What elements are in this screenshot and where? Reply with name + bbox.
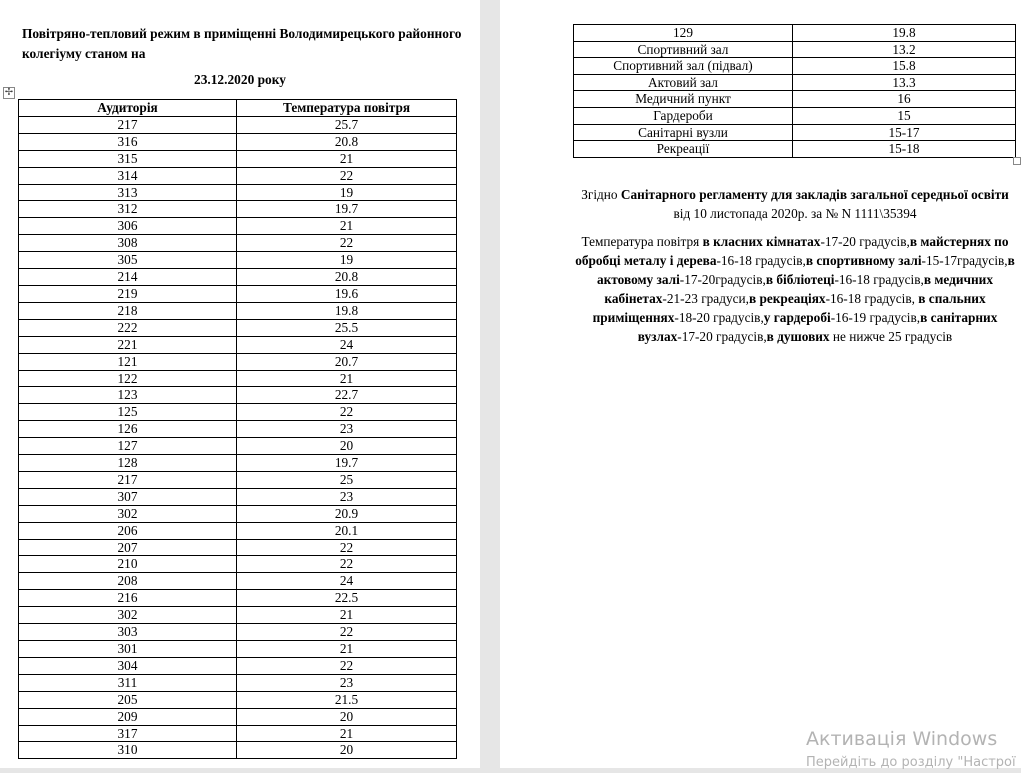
- table-row: [19, 505, 457, 522]
- table-row: [19, 471, 457, 488]
- document-title: Повітряно-тепловий режим в приміщенні Володимирецького районного колегіуму станом на: [22, 26, 462, 61]
- table-row: [574, 58, 1016, 75]
- room-cell[interactable]: 126: [19, 421, 237, 438]
- room-cell[interactable]: 315: [19, 150, 237, 167]
- room-cell[interactable]: 209: [19, 708, 237, 725]
- temperature-table: [18, 99, 457, 759]
- regulation-heading-prefix: Згідно: [581, 187, 621, 202]
- temperature-cell[interactable]: 22: [237, 624, 457, 641]
- document-page-left: [0, 0, 480, 768]
- room-cell[interactable]: 301: [19, 641, 237, 658]
- room-cell[interactable]: 302: [19, 505, 237, 522]
- temperature-cell[interactable]: 15.8: [793, 58, 1016, 75]
- regulation-location: в актовому залі: [597, 253, 1015, 287]
- table-row: [19, 319, 457, 336]
- room-cell[interactable]: 306: [19, 218, 237, 235]
- temperature-cell[interactable]: 23: [237, 421, 457, 438]
- table-row: [19, 269, 457, 286]
- temperature-cell[interactable]: 20.8: [237, 269, 457, 286]
- table-row: [19, 674, 457, 691]
- room-cell[interactable]: 219: [19, 285, 237, 302]
- room-cell[interactable]: Санітарні вузли: [574, 124, 793, 141]
- temperature-cell[interactable]: 21: [237, 725, 457, 742]
- temperature-cell[interactable]: 20.8: [237, 133, 457, 150]
- table-row: [19, 252, 457, 269]
- activation-subtitle: Перейдіть до розділу "Настрої: [806, 755, 1016, 770]
- table-row: [19, 404, 457, 421]
- room-cell[interactable]: 214: [19, 269, 237, 286]
- temperature-cell[interactable]: 21: [237, 150, 457, 167]
- room-cell[interactable]: 218: [19, 302, 237, 319]
- regulation-location: в майстернях по обробці металу і дерева: [575, 234, 1009, 268]
- regulation-heading-title: Санітарного регламенту для закладів загальної середньої освіти: [620, 187, 1009, 202]
- regulation-text: -17-20 градусів,: [677, 329, 767, 344]
- room-cell[interactable]: Медичний пункт: [574, 91, 793, 108]
- temperature-cell[interactable]: 22.7: [237, 387, 457, 404]
- temperature-cell[interactable]: 21: [237, 641, 457, 658]
- temperature-cell[interactable]: 22: [237, 556, 457, 573]
- room-cell[interactable]: 207: [19, 539, 237, 556]
- table-row: [19, 539, 457, 556]
- regulation-location: в рекреаціях: [748, 291, 826, 306]
- temperature-cell[interactable]: 15-17: [793, 124, 1016, 141]
- regulation-text: Температура повітря: [581, 234, 703, 249]
- room-cell[interactable]: 305: [19, 252, 237, 269]
- temperature-cell[interactable]: 20.7: [237, 353, 457, 370]
- table-row: [19, 607, 457, 624]
- table-resize-handle[interactable]: [1013, 157, 1021, 165]
- table-row: [19, 133, 457, 150]
- table-row: [19, 708, 457, 725]
- table-row: [19, 387, 457, 404]
- room-cell[interactable]: 216: [19, 590, 237, 607]
- room-cell[interactable]: 304: [19, 657, 237, 674]
- document-date: 23.12.2020 року: [194, 72, 286, 87]
- room-cell[interactable]: Рекреації: [574, 141, 793, 158]
- temperature-cell[interactable]: 19: [237, 252, 457, 269]
- regulation-heading: [575, 185, 1015, 223]
- temperature-cell[interactable]: 21: [237, 370, 457, 387]
- temperature-cell[interactable]: 22: [237, 404, 457, 421]
- table-row: [19, 370, 457, 387]
- room-cell[interactable]: 221: [19, 336, 237, 353]
- table-row: [574, 124, 1016, 141]
- room-cell[interactable]: 129: [574, 25, 793, 42]
- room-cell[interactable]: 122: [19, 370, 237, 387]
- table-row: [19, 438, 457, 455]
- room-cell[interactable]: Актовий зал: [574, 74, 793, 91]
- room-cell[interactable]: 123: [19, 387, 237, 404]
- room-cell[interactable]: 302: [19, 607, 237, 624]
- temperature-cell[interactable]: 19.6: [237, 285, 457, 302]
- room-cell[interactable]: 121: [19, 353, 237, 370]
- regulation-text: не нижче 25 градусів: [829, 329, 953, 344]
- temperature-cell[interactable]: 20: [237, 742, 457, 759]
- room-cell[interactable]: 210: [19, 556, 237, 573]
- table-move-handle-icon[interactable]: ✢: [4, 87, 14, 98]
- room-cell[interactable]: 303: [19, 624, 237, 641]
- temperature-cell[interactable]: 16: [793, 91, 1016, 108]
- regulation-body: [575, 232, 1015, 346]
- table-row: [19, 421, 457, 438]
- temperature-cell[interactable]: 13.2: [793, 41, 1016, 58]
- room-cell[interactable]: 311: [19, 674, 237, 691]
- table-row: [19, 353, 457, 370]
- temperature-cell[interactable]: 19.8: [793, 25, 1016, 42]
- table-row: [19, 285, 457, 302]
- table-row: [19, 201, 457, 218]
- regulation-location: в душових: [766, 329, 830, 344]
- temperature-cell[interactable]: 21: [237, 607, 457, 624]
- table-row: [19, 641, 457, 658]
- temperature-cell[interactable]: 22: [237, 235, 457, 252]
- room-cell[interactable]: 206: [19, 522, 237, 539]
- regulation-location: в спортивному залі: [805, 253, 922, 268]
- temperature-cell[interactable]: 19.7: [237, 455, 457, 472]
- temperature-cell[interactable]: 22: [237, 539, 457, 556]
- windows-activation-watermark: [806, 727, 1016, 773]
- regulation-text: -16-18 градусів,: [834, 272, 924, 287]
- temperature-cell[interactable]: 15-18: [793, 141, 1016, 158]
- table-row: [574, 107, 1016, 124]
- room-cell[interactable]: 314: [19, 167, 237, 184]
- temperature-cell[interactable]: 19: [237, 184, 457, 201]
- room-cell[interactable]: 217: [19, 116, 237, 133]
- table-row: [19, 455, 457, 472]
- room-cell[interactable]: 205: [19, 691, 237, 708]
- temperature-cell[interactable]: 20.9: [237, 505, 457, 522]
- temperature-cell[interactable]: 25.7: [237, 116, 457, 133]
- room-cell[interactable]: 307: [19, 488, 237, 505]
- temperature-cell[interactable]: 25: [237, 471, 457, 488]
- temperature-cell[interactable]: 21: [237, 218, 457, 235]
- regulation-text: -21-23 градуси,: [662, 291, 749, 306]
- regulation-location: в санітарних вузлах: [637, 310, 998, 344]
- regulation-heading-date: від 10 листопада 2020р. за № N 1111\35394: [673, 206, 917, 221]
- table-row: [19, 150, 457, 167]
- room-cell[interactable]: 316: [19, 133, 237, 150]
- room-cell[interactable]: Спортивний зал (підвал): [574, 58, 793, 75]
- room-cell[interactable]: Гардероби: [574, 107, 793, 124]
- table-row: [574, 91, 1016, 108]
- regulation-text: -16-18 градусів,: [825, 291, 919, 306]
- table-row: [19, 336, 457, 353]
- table-row: [19, 302, 457, 319]
- regulation-text: -15-17градусів,: [921, 253, 1008, 268]
- regulation-location: у гардеробі: [763, 310, 831, 325]
- table-row: [19, 235, 457, 252]
- room-cell[interactable]: 312: [19, 201, 237, 218]
- room-cell[interactable]: 308: [19, 235, 237, 252]
- table-row: [19, 522, 457, 539]
- temperature-cell[interactable]: 23: [237, 674, 457, 691]
- regulation-text: -17-20 градусів,: [820, 234, 910, 249]
- table-row: [574, 74, 1016, 91]
- temperature-cell[interactable]: 13.3: [793, 74, 1016, 91]
- temperature-cell[interactable]: 22: [237, 657, 457, 674]
- table-row: [19, 725, 457, 742]
- temperature-cell[interactable]: 22.5: [237, 590, 457, 607]
- activation-title: Активація Windows: [806, 728, 998, 750]
- regulation-location: в спальних приміщеннях: [592, 291, 986, 325]
- table-row: [19, 218, 457, 235]
- table-row: [574, 41, 1016, 58]
- table-row: [19, 691, 457, 708]
- temperature-cell[interactable]: 23: [237, 488, 457, 505]
- regulation-location: в класних кімнатах: [702, 234, 821, 249]
- column-header-temperature: Температура повітря: [237, 100, 457, 117]
- table-row: [19, 184, 457, 201]
- table-row: [574, 141, 1016, 158]
- temperature-cell[interactable]: 19.7: [237, 201, 457, 218]
- temperature-cell[interactable]: 20.1: [237, 522, 457, 539]
- room-cell[interactable]: 127: [19, 438, 237, 455]
- regulation-text: -17-20градусів,: [679, 272, 766, 287]
- room-cell[interactable]: 125: [19, 404, 237, 421]
- temperature-cell[interactable]: 20: [237, 438, 457, 455]
- table-header-row: [19, 100, 457, 117]
- temperature-cell[interactable]: 24: [237, 573, 457, 590]
- temperature-cell[interactable]: 22: [237, 167, 457, 184]
- temperature-cell[interactable]: 15: [793, 107, 1016, 124]
- temperature-cell[interactable]: 19.8: [237, 302, 457, 319]
- document-page-right: [500, 0, 1021, 768]
- temperature-cell[interactable]: 20: [237, 708, 457, 725]
- temperature-cell[interactable]: 21.5: [237, 691, 457, 708]
- table-row: [19, 488, 457, 505]
- table-row: [19, 742, 457, 759]
- room-cell[interactable]: 310: [19, 742, 237, 759]
- table-row: [19, 624, 457, 641]
- room-cell[interactable]: 317: [19, 725, 237, 742]
- room-cell[interactable]: Спортивний зал: [574, 41, 793, 58]
- room-cell[interactable]: 128: [19, 455, 237, 472]
- room-cell[interactable]: 217: [19, 471, 237, 488]
- table-row: [19, 657, 457, 674]
- temperature-cell[interactable]: 24: [237, 336, 457, 353]
- temperature-cell[interactable]: 25.5: [237, 319, 457, 336]
- room-cell[interactable]: 222: [19, 319, 237, 336]
- table-row: [19, 556, 457, 573]
- table-row: [19, 116, 457, 133]
- temperature-table-continued: [573, 24, 1016, 158]
- table-row: [19, 573, 457, 590]
- room-cell[interactable]: 208: [19, 573, 237, 590]
- regulation-location: в бібліотеці: [765, 272, 835, 287]
- regulation-text: -16-19 градусів,: [830, 310, 921, 325]
- regulation-text: -18-20 градусів,: [674, 310, 764, 325]
- room-cell[interactable]: 313: [19, 184, 237, 201]
- table-row: [19, 167, 457, 184]
- regulation-location: в медичних кабінетах: [604, 272, 993, 306]
- regulation-text: -16-18 градусів,: [716, 253, 806, 268]
- table-row: [574, 25, 1016, 42]
- column-header-room: Аудиторія: [19, 100, 237, 117]
- table-row: [19, 590, 457, 607]
